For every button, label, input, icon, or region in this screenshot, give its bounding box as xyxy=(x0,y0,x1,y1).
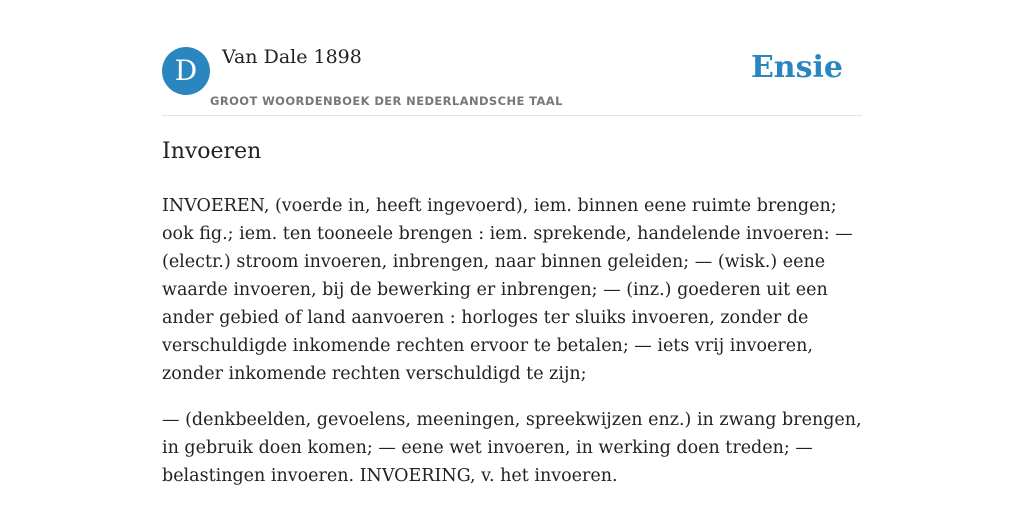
entry-title: Invoeren xyxy=(162,139,262,164)
ensie-logo[interactable]: Ensie xyxy=(750,50,843,85)
definition-paragraph: — (denkbeelden, gevoelens, meeningen, spreekwijzen enz.) in zwang brengen, in gebruik doen komen; — eene wet invoeren, in werking doen treden; — belastingen invoeren. INVOERING, v. het invoeren. xyxy=(162,410,862,486)
source-avatar xyxy=(162,47,210,95)
source-subtitle: GROOT WOORDENBOEK DER NEDERLANDSCHE TAAL xyxy=(210,94,563,108)
header-divider xyxy=(162,115,862,116)
entry-card xyxy=(162,0,862,512)
source-title[interactable]: Van Dale 1898 xyxy=(222,46,362,68)
avatar-letter: D xyxy=(174,54,198,87)
entry-definition xyxy=(162,192,862,490)
definition-paragraph: INVOEREN, (voerde in, heeft ingevoerd), iem. binnen eene ruimte brengen; ook fig.; iem. ten tooneele brengen : iem. sprekende, handelende invoeren: — (electr.) stroom invoeren, inbrengen, naar binnen geleiden; — (wisk.) eene waarde invoeren, bij de bewerking er inbrengen; — (inz.) goederen uit een ander gebied of land aanvoeren : horloges ter sluiks invoeren, zonder de verschuldigde inkomende rechten ervoor te betalen; — iets vrij invoeren, zonder inkomende rechten verschuldigd te zijn; xyxy=(162,196,853,384)
